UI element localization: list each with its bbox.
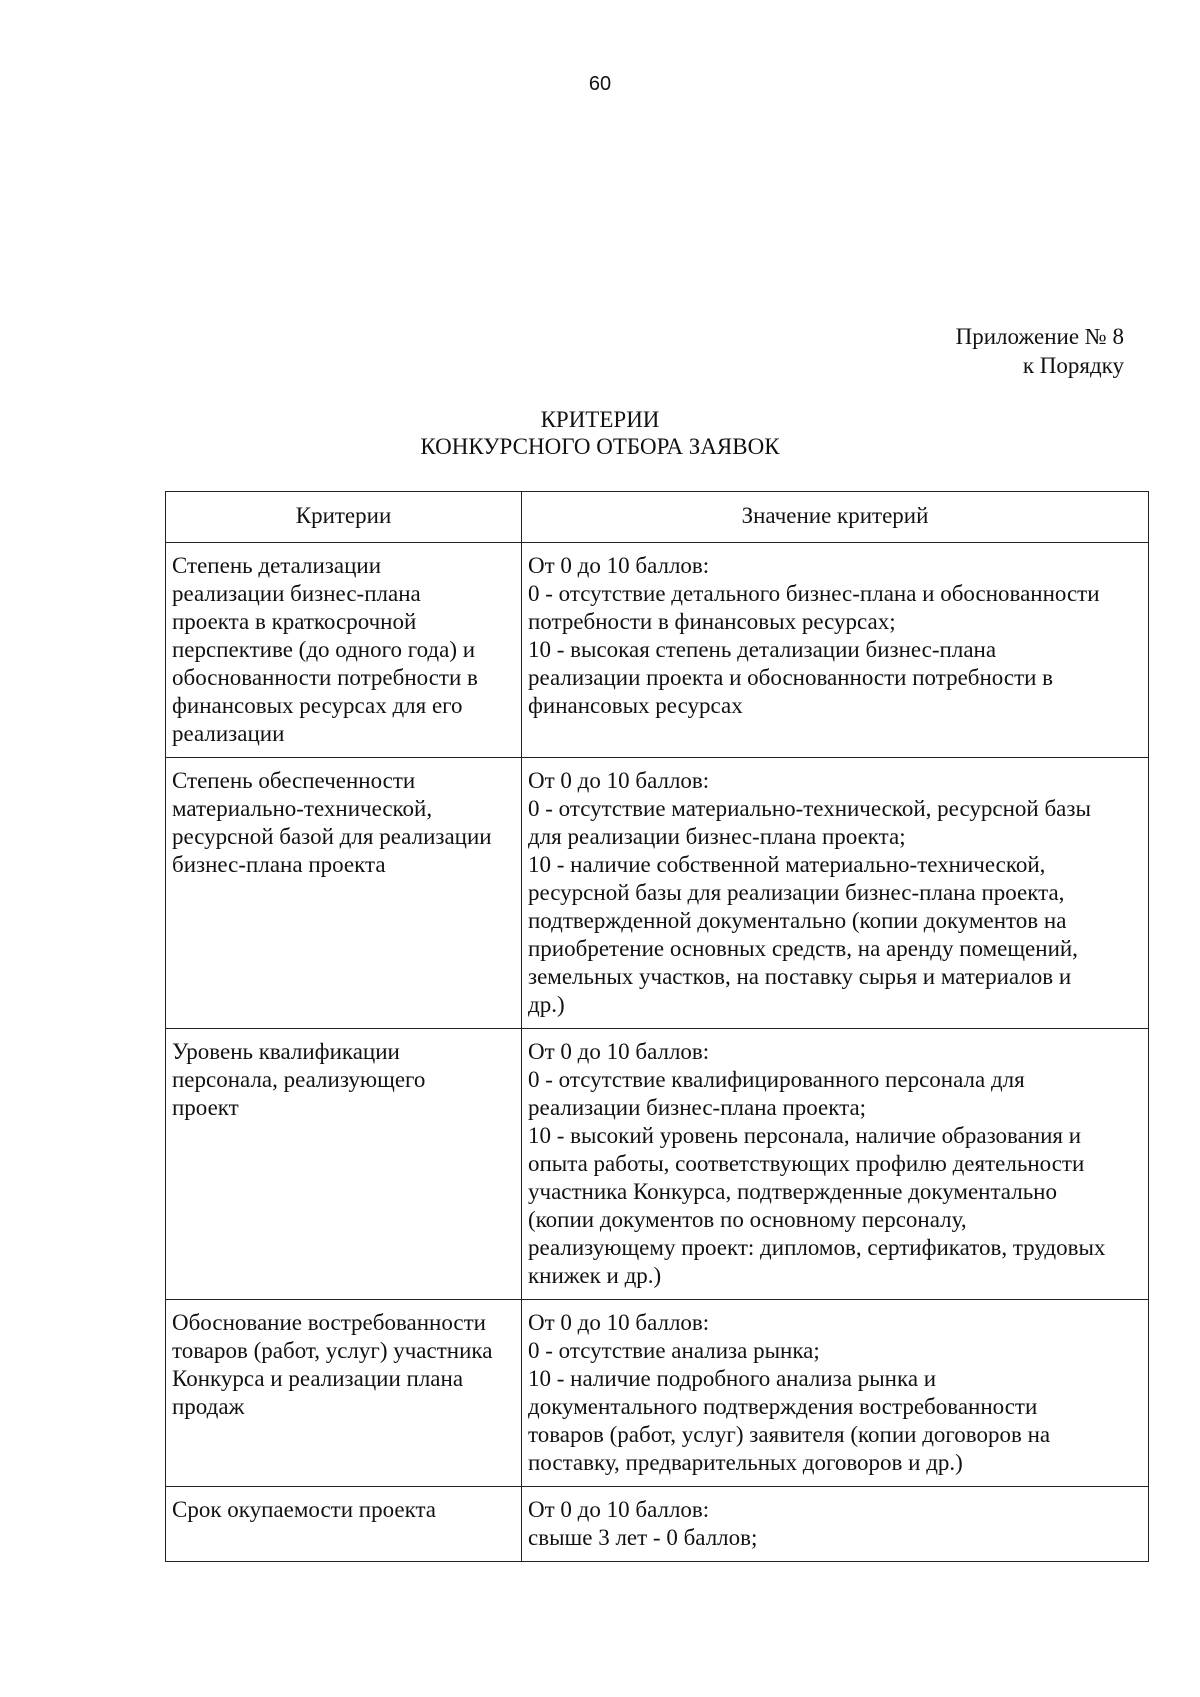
appendix-line-2: к Порядку [1022, 353, 1124, 378]
value-text-line: 0 - отсутствие квалифицированного персонала для [528, 1067, 1025, 1092]
criterion-text-line: обоснованности потребности в [172, 665, 478, 690]
value-text-line: для реализации бизнес-плана проекта; [528, 824, 906, 849]
criteria-table [165, 491, 1149, 1562]
value-text-line: приобретение основных средств, на аренду помещений, [528, 936, 1078, 961]
criterion-text-line: финансовых ресурсах для его [172, 693, 463, 718]
title-line-1: КРИТЕРИИ [540, 407, 660, 432]
value-text-line: 10 - высокая степень детализации бизнес-плана [528, 637, 997, 662]
criterion-text-line: проект [172, 1095, 239, 1120]
value-text-line: поставку, предварительных договоров и др.) [528, 1450, 963, 1475]
title-line-2: КОНКУРСНОГО ОТБОРА ЗАЯВОК [420, 434, 780, 459]
value-text-line: земельных участков, на поставку сырья и материалов и [528, 964, 1072, 989]
page-number: 60 [588, 73, 612, 95]
criterion-text-line: Степень обеспеченности [172, 768, 416, 793]
value-text-line: От 0 до 10 баллов: [528, 768, 710, 793]
criterion-text-line: товаров (работ, услуг) участника [172, 1338, 493, 1363]
criterion-value-cell [522, 1029, 1149, 1300]
value-text-line: 0 - отсутствие анализа рынка; [528, 1338, 820, 1363]
table-row [166, 1487, 1149, 1562]
value-text-line: финансовых ресурсах [528, 693, 743, 718]
value-text-line: От 0 до 10 баллов: [528, 1039, 710, 1064]
criterion-cell [166, 758, 522, 1029]
value-text-line: реализующему проект: дипломов, сертификатов, трудовых [528, 1235, 1106, 1260]
value-text-line: реализации проекта и обоснованности потребности в [528, 665, 1054, 690]
value-text-line: опыта работы, соответствующих профилю деятельности [528, 1151, 1085, 1176]
table-header-row [166, 492, 1149, 543]
value-text-line: 0 - отсутствие материально-технической, ресурсной базы [528, 796, 1091, 821]
value-text-line: реализации бизнес-плана проекта; [528, 1095, 867, 1120]
criterion-text-line: ресурсной базой для реализации [172, 824, 492, 849]
criterion-text-line: Срок окупаемости проекта [172, 1497, 436, 1522]
column-header-criteria: Критерии [166, 492, 522, 543]
criterion-text-line: проекта в краткосрочной [172, 609, 417, 634]
value-text-line: ресурсной базы для реализации бизнес-плана проекта, [528, 880, 1065, 905]
criterion-text-line: персонала, реализующего [172, 1067, 426, 1092]
value-text-line: потребности в финансовых ресурсах; [528, 609, 896, 634]
value-text-line: 10 - высокий уровень персонала, наличие образования и [528, 1123, 1082, 1148]
criterion-text-line: Конкурса и реализации плана [172, 1366, 464, 1391]
criterion-text-line: реализации бизнес-плана [172, 581, 421, 606]
value-text-line: товаров (работ, услуг) заявителя (копии договоров на [528, 1422, 1051, 1447]
value-text-line: 10 - наличие собственной материально-технической, [528, 852, 1046, 877]
criterion-cell [166, 1487, 522, 1562]
criterion-value-cell [522, 1300, 1149, 1487]
criterion-text-line: бизнес-плана проекта [172, 852, 386, 877]
value-text-line: (копии документов по основному персоналу, [528, 1207, 967, 1232]
criterion-cell [166, 1300, 522, 1487]
table-row [166, 758, 1149, 1029]
table-row [166, 543, 1149, 758]
value-text-line: участника Конкурса, подтвержденные документально [528, 1179, 1057, 1204]
criterion-text-line: перспективе (до одного года) и [172, 637, 476, 662]
table-row [166, 1029, 1149, 1300]
value-text-line: От 0 до 10 баллов: [528, 1497, 710, 1522]
value-text-line: 10 - наличие подробного анализа рынка и [528, 1366, 937, 1391]
criterion-text-line: реализации [172, 721, 285, 746]
table-body [166, 543, 1149, 1562]
appendix-line-1: Приложение № 8 [955, 324, 1124, 349]
criterion-text-line: Уровень квалификации [172, 1039, 400, 1064]
criterion-value-cell [522, 543, 1149, 758]
criterion-text-line: материально-технической, [172, 796, 433, 821]
column-header-value: Значение критерий [522, 492, 1149, 543]
value-text-line: 0 - отсутствие детального бизнес-плана и обоснованности [528, 581, 1100, 606]
value-text-line: др.) [528, 992, 565, 1017]
appendix-reference [956, 322, 1124, 380]
value-text-line: книжек и др.) [528, 1263, 662, 1288]
value-text-line: подтвержденной документально (копии документов на [528, 908, 1067, 933]
value-text-line: документального подтверждения востребованности [528, 1394, 1038, 1419]
value-text-line: От 0 до 10 баллов: [528, 553, 710, 578]
value-text-line: От 0 до 10 баллов: [528, 1310, 710, 1335]
table-row [166, 1300, 1149, 1487]
criterion-value-cell [522, 1487, 1149, 1562]
criterion-value-cell [522, 758, 1149, 1029]
criterion-text-line: продаж [172, 1394, 245, 1419]
criterion-text-line: Обоснование востребованности [172, 1310, 486, 1335]
criterion-cell [166, 543, 522, 758]
document-title [0, 406, 1200, 460]
criterion-cell [166, 1029, 522, 1300]
criterion-text-line: Степень детализации [172, 553, 382, 578]
value-text-line: свыше 3 лет - 0 баллов; [528, 1525, 758, 1550]
